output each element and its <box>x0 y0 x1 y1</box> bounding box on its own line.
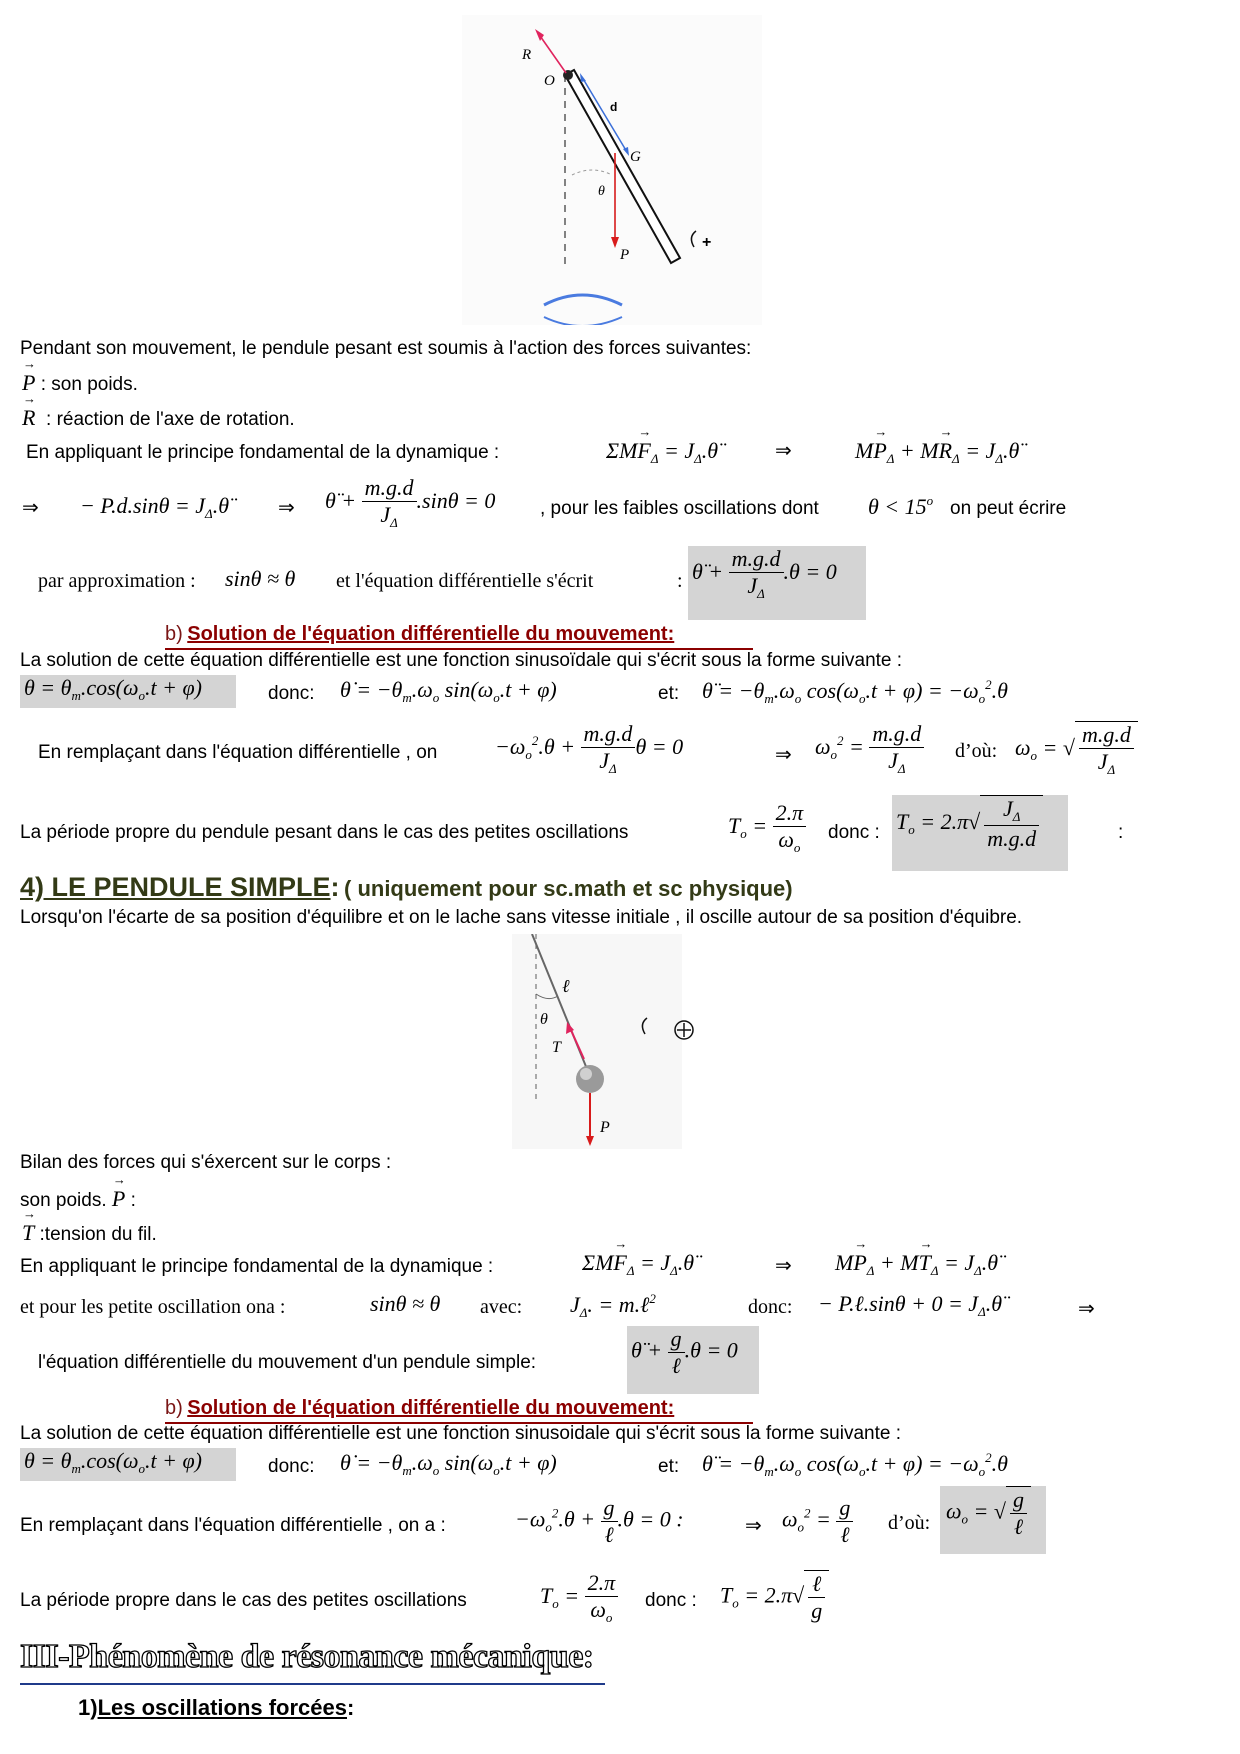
et-label: et: <box>658 683 680 704</box>
weight-text: son poids. <box>20 1190 107 1211</box>
replace-text: En remplaçant dans l'équation différentielle , on <box>38 742 438 763</box>
forced-oscillations-heading <box>78 1695 354 1721</box>
dou-label: d’où: <box>955 740 998 762</box>
solution-title-simple: Solution de l'équation différentielle du mouvement: <box>187 1397 675 1419</box>
dou-label-simple: d’où: <box>888 1512 931 1534</box>
et-label-simple: et: <box>658 1456 680 1477</box>
period-text: La période propre du pendule pesant dans le cas des petites oscillations <box>20 822 629 843</box>
bilan-text: Bilan des forces qui s'éxercent sur le corps : <box>20 1152 392 1173</box>
force-reaction-line <box>22 405 295 431</box>
force-weight-line <box>22 370 138 396</box>
label-G: G <box>630 149 641 165</box>
forced-num: 1) <box>78 1695 98 1720</box>
tension-text: :tension du fil. <box>39 1224 157 1245</box>
solution-title: Solution de l'équation différentielle du mouvement: <box>187 623 675 645</box>
simple-title-text: 4) LE PENDULE SIMPLE <box>20 872 331 902</box>
label-R: R <box>522 47 532 63</box>
implies-icon: ⇒ <box>278 497 295 519</box>
implies-icon: ⇒ <box>775 1255 792 1277</box>
diff-equation-raw: θ̈ + $\frac{m.g.d}{J_\Delta}$ .sinθ = 0 <box>325 475 496 530</box>
approx-condition: , pour les faibles oscillations dont <box>540 498 819 519</box>
section-resonance-rule <box>20 1683 605 1685</box>
implies-icon: ⇒ <box>1078 1298 1095 1320</box>
weight-symbol: → P <box>22 370 35 396</box>
forces-intro: Pendant son mouvement, le pendule pesant est soumis à l'action des forces suivantes: <box>20 338 752 359</box>
sin-approx: sinθ ≈ θ <box>225 566 296 591</box>
label-theta: θ <box>598 184 605 199</box>
solution-heading-simple <box>165 1397 674 1420</box>
replace-equation: $-\omega_o^2.\theta$ + $\frac{m.g.d}{J_\Delta}$ θ = 0 <box>495 721 684 776</box>
weight-text: : son poids. <box>40 374 138 395</box>
diff-equation-box: θ̈ + $\frac{m.g.d}{J_\Delta}$ .θ = 0 <box>688 546 866 620</box>
period-donc-simple: donc : <box>645 1590 697 1611</box>
solution-intro-simple: La solution de cette équation différentielle est une fonction sinusoidale qui s'écrit sous la forme suivante : <box>20 1423 901 1444</box>
tension-line <box>22 1220 157 1246</box>
implies-icon: ⇒ <box>745 1515 762 1537</box>
simple-pendulum-figure <box>512 934 762 1149</box>
sin-approx-simple: sinθ ≈ θ <box>370 1291 441 1316</box>
weight-colon: : <box>130 1190 136 1211</box>
donc-label-simple: donc: <box>268 1456 315 1477</box>
approx-text: par approximation : <box>38 570 196 592</box>
pfd-text: En appliquant le principe fondamental de la dynamique : <box>26 442 500 463</box>
compound-pendulum-figure <box>462 15 762 325</box>
forced-title: Les oscillations forcées <box>97 1695 347 1720</box>
period-definition: $T_o$ = $\frac{2.\pi}{\omega_o}$ <box>728 800 806 856</box>
donc-label: donc: <box>748 1296 793 1318</box>
simple-title-note: ( uniquement pour sc.math et sc physique) <box>344 876 793 901</box>
implies-icon: ⇒ <box>775 744 792 766</box>
solution-heading <box>165 623 674 646</box>
forced-colon: : <box>347 1695 355 1720</box>
label-plus: + <box>702 234 712 251</box>
section-simple-pendulum-title <box>20 872 793 903</box>
colon: : <box>677 570 683 592</box>
avec-label: avec: <box>480 1296 523 1318</box>
simple-title-colon: : <box>330 872 340 902</box>
eq-text: et l'équation différentielle s'écrit <box>336 570 594 592</box>
omega-squared-simple: $\omega_o^2$ = $\frac{g}{\text{ℓ}}$ <box>782 1495 853 1548</box>
approx-tail: on peut écrire <box>950 498 1067 519</box>
section-resonance-title: III-Phénomène de résonance mécanique: <box>20 1638 594 1675</box>
pfd-equation-simple: $\Sigma M\to F_\Delta$ = $J_\Delta.\thetä$ <box>582 1250 694 1279</box>
reaction-symbol: → R <box>22 405 35 431</box>
implies-icon: ⇒ <box>22 497 39 519</box>
label-theta: θ <box>540 1011 548 1028</box>
solution-box-simple: $\theta = \theta_m.\cos(\omega_o.t + \varphi)$ <box>20 1448 236 1481</box>
solution-prefix-simple: b) <box>165 1397 183 1419</box>
moments-equation: $M\to P_\Delta + M\to R_\Delta$ = $J_\Delta.\thetä$ <box>855 438 1019 467</box>
solution-intro: La solution de cette équation différentielle est une fonction sinusoïdale qui s'écrit sous la forme suivante : <box>20 650 903 671</box>
inertia-equation: $J_\Delta$. = m.ℓ$^2$ <box>570 1291 656 1320</box>
period-definition-simple: $T_o$ = $\frac{2.\pi}{\omega_o}$ <box>540 1570 618 1626</box>
period-donc: donc : <box>828 822 880 843</box>
label-P: P <box>620 247 630 263</box>
diff-equation-simple-box: θ̈ + $\frac{g}{\text{ℓ}}$ .θ = 0 <box>627 1326 759 1394</box>
label-P: P <box>600 1119 610 1136</box>
implies-icon: ⇒ <box>775 440 792 462</box>
velocity-equation: θ̇ = $-\theta_m.\omega_o$ $\sin(\omega_o.t + \varphi)$ <box>340 677 557 705</box>
moments-equation-simple: $M\to P_\Delta + M\to T_\Delta$ = $J_\Delta.\thetä$ <box>835 1250 998 1279</box>
angle-condition: $\theta < 15^o$ <box>868 493 934 519</box>
omega-squared: $\omega_o^2$ = $\frac{m.g.d}{J_\Delta}$ <box>815 721 924 777</box>
label-l: ℓ <box>562 976 570 996</box>
acceleration-equation: θ̈ = $-\theta_m.\omega_o$ $\cos(\omega_o.t + \varphi) = -\omega_o^2.\theta$ <box>702 677 1008 706</box>
replace-equation-simple: $-\omega_o^2.\theta$ + $\frac{g}{\text{ℓ}}$ .θ = 0 : <box>515 1495 684 1547</box>
period-colon: : <box>1118 822 1124 843</box>
label-T: T <box>552 1039 561 1056</box>
pfd-equation: $\Sigma M\to F_\Delta$ = $J_\Delta.\thetä$ <box>606 438 718 467</box>
label-O: O <box>544 73 555 89</box>
solution-box: $\theta = \theta_m.\cos(\omega_o.t + \varphi)$ <box>20 675 236 708</box>
omega-box-simple: $\omega_o$ = √ $\frac{g}{\text{ℓ}}$ <box>940 1486 1046 1554</box>
donc-label: donc: <box>268 683 315 704</box>
omega-equation: $\omega_o$ = √ $\frac{m.g.d}{J_\Delta}$ <box>1015 721 1138 778</box>
label-d: d <box>610 100 618 114</box>
replace-text-simple: En remplaçant dans l'équation différentielle , on a : <box>20 1515 446 1536</box>
moment-equation: − $P.d.\sin\theta = J_\Delta.\thetä$ <box>80 493 229 521</box>
petite-text: et pour les petite oscillation ona : <box>20 1296 286 1318</box>
period-text-simple: La période propre dans le cas des petites oscillations <box>20 1590 467 1611</box>
pfd-text-simple: En appliquant le principe fondamental de la dynamique : <box>20 1256 494 1277</box>
period-box: $T_o = 2.\pi√$ $\frac{J_\Delta}{m.g.d}$ <box>892 795 1068 871</box>
weight-line <box>20 1186 136 1212</box>
moment-equation-simple: − P.ℓ.sinθ + $0 = J_\Delta.\thetä$ <box>818 1291 1003 1319</box>
solution-prefix: b) <box>165 623 183 645</box>
simple-intro: Lorsqu'on l'écarte de sa position d'équilibre et on le lache sans vitesse initiale , il oscille autour de sa position d'équibre. <box>20 907 1023 928</box>
eq-text-simple: l'équation différentielle du mouvement d'un pendule simple: <box>38 1352 537 1373</box>
weight-symbol: → P <box>112 1186 125 1212</box>
period-formula-simple: $T_o = 2.\pi√$ $\frac{\text{ℓ}}{g}$ <box>720 1570 829 1624</box>
velocity-equation-simple: θ̇ = $-\theta_m.\omega_o$ $\sin(\omega_o.t + \varphi)$ <box>340 1450 557 1478</box>
tension-symbol: → T <box>22 1220 34 1246</box>
acceleration-equation-simple: θ̈ = $-\theta_m.\omega_o$ $\cos(\omega_o.t + \varphi) = -\omega_o^2.\theta$ <box>702 1450 1008 1479</box>
reaction-text: : réaction de l'axe de rotation. <box>46 409 295 430</box>
